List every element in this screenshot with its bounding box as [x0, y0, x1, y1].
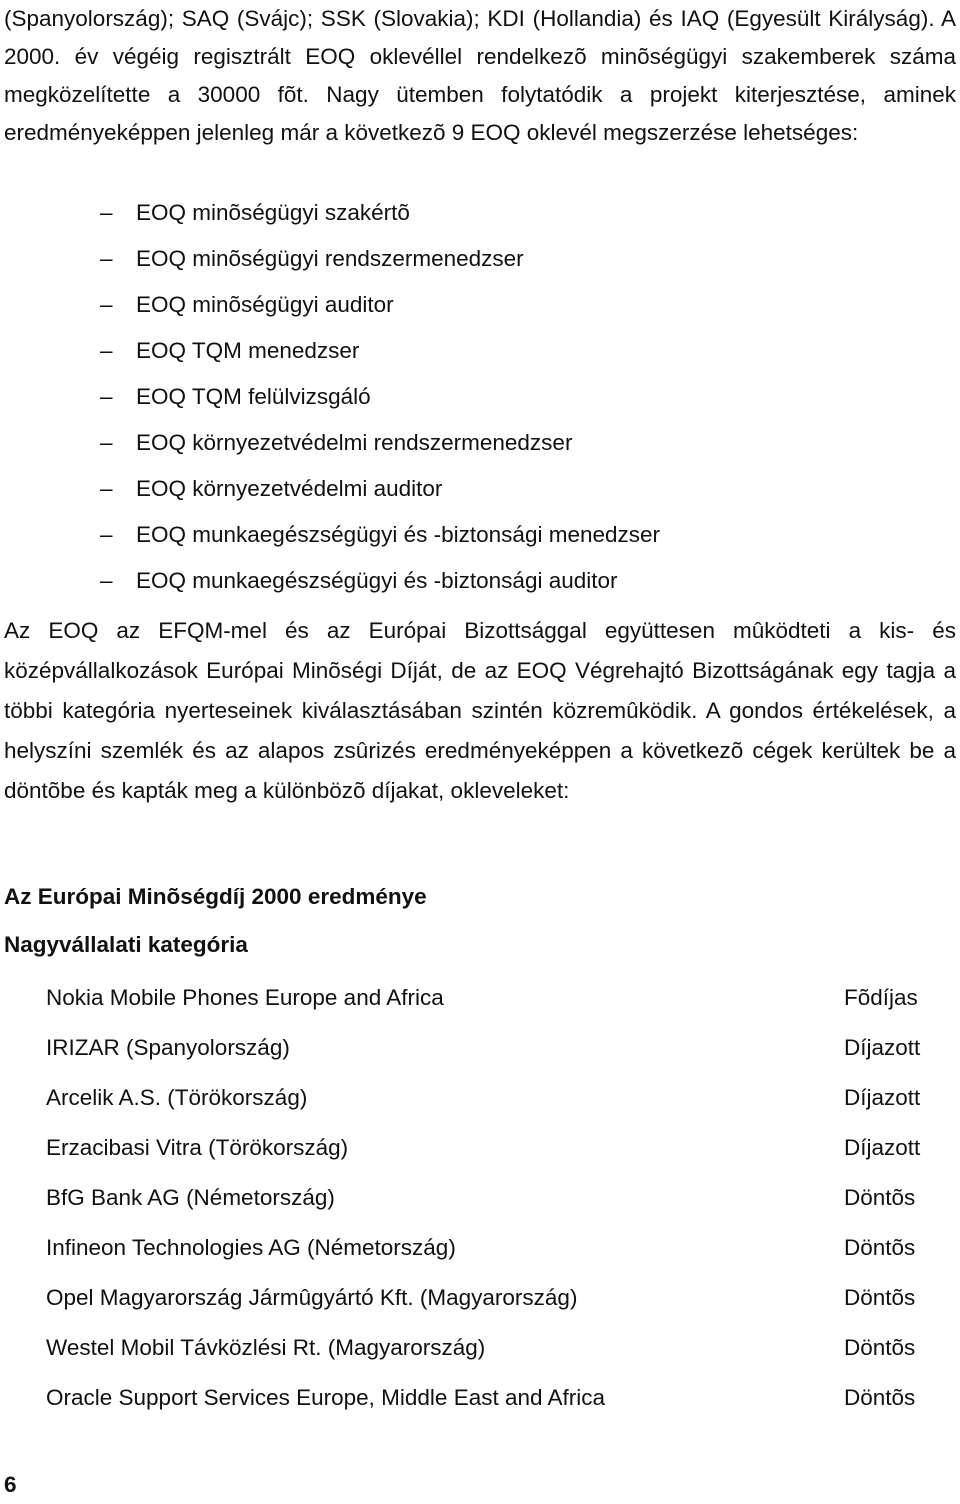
certificate-list: [100, 190, 660, 604]
award-status: Döntõs: [844, 1385, 916, 1410]
award-results-heading: Az Európai Minõségdíj 2000 eredménye: [4, 884, 427, 909]
bullet-dash: –: [100, 430, 113, 455]
bullet-dash: –: [100, 246, 113, 271]
list-item: [100, 328, 660, 374]
certificate-label: EOQ munkaegészségügyi és -biztonsági auditor: [136, 568, 618, 593]
company-name: Oracle Support Services Europe, Middle East and Africa: [46, 1385, 606, 1410]
certificate-label: EOQ környezetvédelmi auditor: [136, 476, 443, 501]
award-status: Döntõs: [844, 1185, 916, 1210]
results-table: [46, 976, 946, 1426]
intro-paragraph: (Spanyolország); SAQ (Svájc); SSK (Slovakia); KDI (Hollandia) és IAQ (Egyesült Királyság). A 2000. év végéig regisztrált EOQ oklevéllel rendelkezõ minõségügyi szakemberek száma megközelítette a 30000 fõt. Nagy ütemben folytatódik a projekt kiterjesztése, aminek eredményeképpen jelenleg már a következõ 9 EOQ oklevél megszerzése lehetséges:: [4, 6, 956, 145]
award-status: Döntõs: [844, 1285, 916, 1310]
company-name: Arcelik A.S. (Törökország): [46, 1085, 308, 1110]
certificate-label: EOQ minõségügyi rendszermenedzser: [136, 246, 524, 271]
table-row: [46, 1326, 946, 1376]
list-item: [100, 558, 660, 604]
certificate-label: EOQ TQM menedzser: [136, 338, 360, 363]
award-status: Díjazott: [844, 1035, 921, 1060]
award-status: Díjazott: [844, 1135, 921, 1160]
second-paragraph: Az EOQ az EFQM-mel és az Európai Bizottsággal együttesen mûködteti a kis- és középvállalkozások Európai Minõségi Díját, de az EOQ Végrehajtó Bizottságának egy tagja a többi kategória nyerteseinek kiválasztásában szintén közremûködik. A gondos értékelések, a helyszíni szemlék és az alapos zsûrizés eredményeképpen a következõ cégek kerültek be a döntõbe és kapták meg a különbözõ díjakat, okleveleket:: [4, 618, 956, 803]
company-name: Nokia Mobile Phones Europe and Africa: [46, 985, 444, 1010]
company-name: Erzacibasi Vitra (Törökország): [46, 1135, 349, 1160]
certificate-label: EOQ minõségügyi szakértõ: [136, 200, 410, 225]
list-item: [100, 420, 660, 466]
bullet-dash: –: [100, 476, 113, 501]
category-heading: Nagyvállalati kategória: [4, 932, 248, 957]
company-name: Westel Mobil Távközlési Rt. (Magyarország): [46, 1335, 486, 1360]
certificate-label: EOQ TQM felülvizsgáló: [136, 384, 371, 409]
table-row: [46, 1076, 946, 1126]
certificate-label: EOQ környezetvédelmi rendszermenedzser: [136, 430, 573, 455]
bullet-dash: –: [100, 338, 113, 363]
table-row: [46, 1276, 946, 1326]
list-item: [100, 236, 660, 282]
table-row: [46, 1226, 946, 1276]
list-item: [100, 282, 660, 328]
award-status: Döntõs: [844, 1235, 916, 1260]
list-item: [100, 466, 660, 512]
bullet-dash: –: [100, 568, 113, 593]
award-status: Döntõs: [844, 1335, 916, 1360]
table-row: [46, 976, 946, 1026]
bullet-dash: –: [100, 200, 113, 225]
award-status: Fõdíjas: [844, 985, 918, 1010]
company-name: Opel Magyarország Jármûgyártó Kft. (Magyarország): [46, 1285, 578, 1310]
table-row: [46, 1126, 946, 1176]
list-item: [100, 374, 660, 420]
bullet-dash: –: [100, 522, 113, 547]
certificate-label: EOQ munkaegészségügyi és -biztonsági menedzser: [136, 522, 661, 547]
company-name: BfG Bank AG (Németország): [46, 1185, 335, 1210]
award-status: Díjazott: [844, 1085, 921, 1110]
bullet-dash: –: [100, 292, 113, 317]
list-item: [100, 190, 660, 236]
bullet-dash: –: [100, 384, 113, 409]
list-item: [100, 512, 660, 558]
company-name: IRIZAR (Spanyolország): [46, 1035, 290, 1060]
table-row: [46, 1376, 946, 1426]
certificate-label: EOQ minõségügyi auditor: [136, 292, 394, 317]
company-name: Infineon Technologies AG (Németország): [46, 1235, 456, 1260]
table-row: [46, 1026, 946, 1076]
table-row: [46, 1176, 946, 1226]
page-number: 6: [4, 1472, 17, 1497]
